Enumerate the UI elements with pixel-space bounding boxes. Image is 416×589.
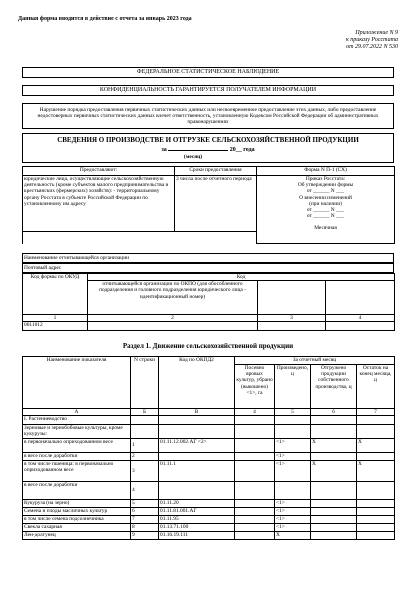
appendix-line-1: Приложение N 9 [355, 30, 398, 36]
row-name: в том числе пшеница: в первоначально оприходованном весе [23, 460, 131, 481]
row-remainder[interactable] [357, 531, 395, 539]
col-letter: В [159, 409, 235, 416]
row-sown[interactable] [235, 515, 275, 523]
row-name: в весе после доработки [23, 481, 131, 499]
row-name: в первоначально оприходованном весе [23, 438, 131, 452]
appendix-line-2: к приказу Росстата [345, 36, 398, 43]
col-provide-header: Предоставляют: [23, 167, 175, 176]
row-okpd [159, 481, 235, 499]
row-okpd [159, 425, 235, 438]
row-name: Свекла сахарная [23, 523, 131, 531]
col-letter: 7 [357, 409, 395, 416]
org-name-label: Наименование отчитывающейся организации [24, 255, 129, 261]
code-value-cell[interactable] [326, 322, 395, 331]
row-line-no: 5 [131, 499, 159, 507]
table-row [23, 523, 395, 531]
submit-table [22, 166, 395, 244]
table-row [23, 416, 395, 425]
row-okpd [159, 452, 235, 460]
row-remainder[interactable] [357, 481, 395, 499]
row-name: в весе после доработки [23, 452, 131, 460]
col-letter: 6 [311, 409, 357, 416]
col-deadline-header: Сроки предоставления [175, 167, 257, 176]
table-row [23, 438, 395, 452]
col-letter: 5 [275, 409, 311, 416]
row-name: Зерновые и зернобобовые культуры, кроме кукурузы: [23, 425, 131, 438]
row-okpd [159, 416, 235, 425]
order-line: Об утверждении формы [297, 182, 354, 189]
row-produced[interactable]: <1> [275, 452, 311, 460]
row-produced[interactable]: <1> [275, 515, 311, 523]
header-shipped: Отгружено продукции собственного производства, ц [311, 365, 357, 409]
appendix-line-3: от 29.07.2022 N 530 [346, 43, 398, 50]
row-line-no: 9 [131, 531, 159, 539]
row-line-no: 8 [131, 523, 159, 531]
header-okpd: Код по ОКПД2 [159, 357, 235, 409]
row-name: в том числе семена подсолнечника [23, 515, 131, 523]
row-produced[interactable] [275, 481, 311, 499]
header-produced: Произведено, ц [275, 365, 311, 409]
row-okpd: 01.16.19.111 [159, 531, 235, 539]
row-sown[interactable] [235, 481, 275, 499]
col-form-header: Форма N П-1 (СХ) [257, 167, 395, 176]
row-remainder[interactable] [357, 452, 395, 460]
col-num: 2 [88, 315, 258, 322]
code-value-cell[interactable] [258, 322, 326, 331]
col-letter: 4 [235, 409, 275, 416]
header-sown: Посевно яровых культур, убрано (выкошено) <1>, га [235, 365, 275, 409]
table-row [23, 452, 395, 460]
okud-code: 0611012 [23, 322, 88, 331]
order-cell [257, 176, 395, 244]
header-line-no: N строки [131, 357, 159, 409]
row-line-no: 1 [131, 438, 159, 452]
row-shipped[interactable] [311, 531, 357, 539]
row-shipped[interactable] [311, 416, 357, 425]
row-sown[interactable] [235, 452, 275, 460]
row-shipped[interactable]: X [311, 438, 357, 452]
col-num: 1 [23, 315, 88, 322]
row-remainder[interactable] [357, 425, 395, 438]
header-remainder: Остаток на конец месяца, ц [357, 365, 395, 409]
postal-address-label: Почтовый адрес [24, 265, 62, 271]
row-produced[interactable] [275, 425, 311, 438]
row-name: Лен-долгунец [23, 531, 131, 539]
table-row [23, 531, 395, 539]
row-line-no [131, 425, 159, 438]
order-line: О внесении изменений [299, 194, 352, 201]
table-row [23, 460, 395, 481]
section-1-title: Раздел 1. Движение сельскохозяйственной продукции [122, 342, 294, 350]
appendix-reference [238, 30, 398, 50]
row-sown[interactable] [235, 416, 275, 425]
row-line-no: 3 [131, 460, 159, 481]
row-sown[interactable] [235, 507, 275, 515]
row-shipped[interactable] [311, 523, 357, 531]
row-okpd: 01.13.71.100 [159, 523, 235, 531]
row-line-no: 2 [131, 452, 159, 460]
okpo-value-cell[interactable] [88, 322, 258, 331]
row-line-no: 7 [131, 515, 159, 523]
order-line: от ______ N ___ [306, 213, 345, 220]
postal-address-field[interactable] [22, 263, 394, 273]
row-produced[interactable]: X [275, 531, 311, 539]
row-shipped[interactable]: X [311, 460, 357, 481]
observation-box: ФЕДЕРАЛЬНОЕ СТАТИСТИЧЕСКОЕ НАБЛЮДЕНИЕ [22, 67, 394, 78]
row-remainder[interactable] [357, 499, 395, 507]
form-title: СВЕДЕНИЯ О ПРОИЗВОДСТВЕ И ОТГРУЗКЕ СЕЛЬСКОХОЗЯЙСТВЕННОЙ ПРОДУКЦИИ [57, 136, 359, 144]
row-produced[interactable] [275, 416, 311, 425]
row-shipped[interactable] [311, 425, 357, 438]
effective-notice: Данная форма вводится в действие с отчета за январь 2023 года [18, 16, 192, 22]
warning-box: Нарушение порядка предоставления первичных статистических данных или несвоевременное предоставление этих данных, либо предоставление недостоверных первичных статистических данных влечет ответственность, установленную Кодексом Российской Федерации об административных правонарушениях [22, 103, 394, 129]
row-okpd: 01.11.20 [159, 499, 235, 507]
month-blank[interactable] [168, 145, 228, 151]
col-num: 3 [258, 315, 326, 322]
code-header: Код [88, 274, 395, 281]
form-title-box [22, 133, 394, 163]
table-row [23, 425, 395, 438]
section-1-table [22, 356, 395, 540]
col-num: 4 [326, 315, 395, 322]
row-sown[interactable] [235, 531, 275, 539]
form-period-line [23, 145, 393, 154]
row-produced[interactable]: <1> [275, 499, 311, 507]
row-remainder[interactable] [357, 416, 395, 425]
row-line-no [131, 416, 159, 425]
code-table [22, 273, 395, 331]
row-shipped[interactable] [311, 452, 357, 460]
col-letter: А [23, 409, 131, 416]
header-month: За отчетный месяц [235, 357, 395, 365]
row-remainder[interactable] [357, 523, 395, 531]
col-letter: Б [131, 409, 159, 416]
row-produced[interactable]: <1> [275, 523, 311, 531]
table-row [23, 499, 395, 507]
periodicity: Месячная [314, 225, 337, 232]
row-sown[interactable] [235, 438, 275, 452]
row-line-no: 4 [131, 481, 159, 499]
row-okpd: 01.11.1 [159, 460, 235, 481]
row-sown[interactable] [235, 499, 275, 507]
row-shipped[interactable] [311, 481, 357, 499]
row-sown[interactable] [235, 523, 275, 531]
order-line: от ______ N ___ [306, 207, 345, 214]
deadline-text: 3 числа после отчетного периода [175, 176, 257, 232]
org-name-field[interactable] [22, 253, 394, 263]
row-produced[interactable]: <1> [275, 438, 311, 452]
provide-text: юридические лица, осуществляющие сельскохозяйственную деятельность (кроме субъектов малого предпринимательства и крестьянских (фермерских) хозяйств): - территориальному органу Росстата в субъекте Российской Федерации по установленному им адресу [23, 176, 175, 232]
row-name: Кукуруза (на зерно) [23, 499, 131, 507]
order-line: (при наличии) [309, 200, 342, 207]
row-remainder[interactable] [357, 507, 395, 515]
row-line-no: 6 [131, 507, 159, 515]
order-line: Приказ Росстата: [305, 176, 346, 182]
table-row [23, 515, 395, 523]
row-shipped[interactable] [311, 515, 357, 523]
row-name: I. Растениеводство [23, 416, 131, 425]
row-produced[interactable]: <1> [275, 460, 311, 481]
period-za: за [161, 147, 167, 153]
order-line: от ______ N ___ [306, 188, 345, 195]
year-blank[interactable]: 20__ года [229, 147, 255, 153]
row-shipped[interactable] [311, 507, 357, 515]
row-remainder[interactable] [357, 515, 395, 523]
row-produced[interactable]: <1> [275, 507, 311, 515]
okud-header: Код формы по ОКУД [23, 274, 88, 315]
row-okpd: 01.11.95 [159, 515, 235, 523]
table-row [23, 507, 395, 515]
row-sown[interactable] [235, 425, 275, 438]
row-remainder[interactable]: X [357, 438, 395, 452]
table-row [23, 481, 395, 499]
row-okpd: 01.11.81.001.АГ [159, 507, 235, 515]
confidential-box: КОНФИДЕНЦИАЛЬНОСТЬ ГАРАНТИРУЕТСЯ ПОЛУЧАТЕЛЕМ ИНФОРМАЦИИ [22, 85, 394, 96]
row-name: Семена и плоды масличных культур [23, 507, 131, 515]
month-caption: (месяц) [183, 153, 203, 160]
row-shipped[interactable] [311, 499, 357, 507]
row-remainder[interactable]: X [357, 460, 395, 481]
row-okpd: 01.11.12.002.АГ <2> [159, 438, 235, 452]
okpo-header: отчитывающейся организации по ОКПО (для обособленного подразделения и головного подразделения юридического лица - идентификационный номер) [88, 281, 258, 315]
row-sown[interactable] [235, 460, 275, 481]
header-name: Наименование показателя [23, 357, 131, 409]
section-1-rows [23, 416, 395, 539]
